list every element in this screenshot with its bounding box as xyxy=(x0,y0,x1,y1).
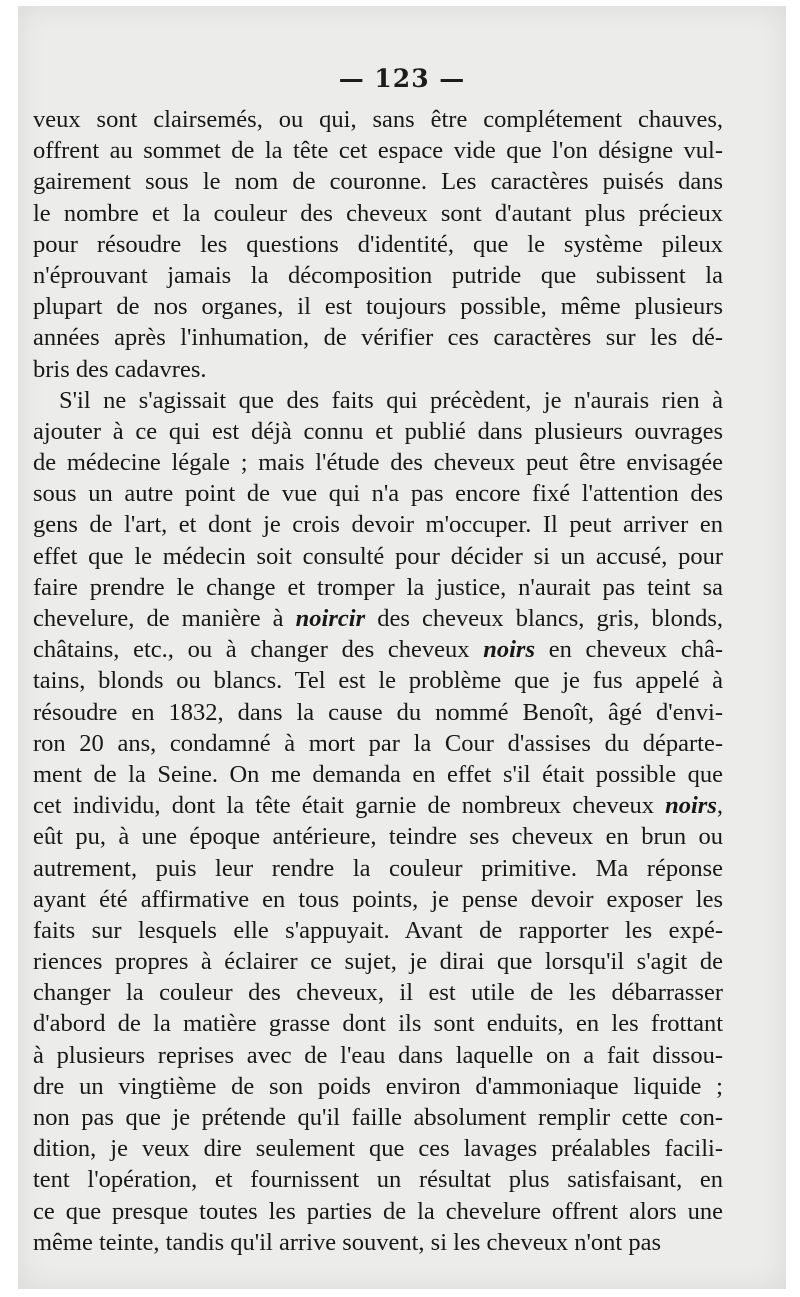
text-line: ron 20 ans, condamné à mort par la Cour d'assises du départe- xyxy=(33,729,723,757)
text-line: années après l'inhumation, de vérifier ces caractères sur les dé- xyxy=(33,324,723,352)
text-line: pour résoudre les questions d'identité, que le système pileux xyxy=(33,230,723,258)
text-line: ajouter à ce qui est déjà connu et publié dans plusieurs ouvrages xyxy=(33,417,723,445)
text-line: non pas que je prétende qu'il faille absolument remplir cette con- xyxy=(33,1104,723,1131)
text-line: effet que le médecin soit consulté pour décider si un accusé, pour xyxy=(33,542,723,570)
text-line: tent l'opération, et fournissent un résultat plus satisfaisant, en xyxy=(33,1166,723,1194)
text-line: plupart de nos organes, il est toujours possible, même plusieurs xyxy=(33,293,723,321)
text-line: eût pu, à une époque antérieure, teindre ses cheveux en brun ou xyxy=(33,823,723,851)
text-line: chevelure, de manière à noircir des cheveux blancs, gris, blonds, xyxy=(33,605,723,632)
text-line: ayant été affirmative en tous points, je pense devoir exposer les xyxy=(33,885,723,913)
text-line: faits sur lesquels elle s'appuyait. Avant de rapporter les expé- xyxy=(33,916,723,944)
text-line: changer la couleur des cheveux, il est utile de les débarrasser xyxy=(33,979,723,1007)
text-line: même teinte, tandis qu'il arrive souvent, si les cheveux n'ont pas xyxy=(33,1228,661,1256)
text-line: ment de la Seine. On me demanda en effet s'il était possible que xyxy=(33,760,723,788)
emphasis: noircir xyxy=(295,605,366,632)
text-line: gens de l'art, et dont je crois devoir m'occuper. Il peut arriver en xyxy=(33,511,723,539)
book-page xyxy=(18,6,786,1289)
paragraph xyxy=(33,104,723,385)
paragraph xyxy=(33,385,723,1258)
text-line: à plusieurs reprises avec de l'eau dans laquelle on a fait dissou- xyxy=(33,1041,723,1069)
text-line: offrent au sommet de la tête cet espace vide que l'on désigne vul- xyxy=(33,137,723,165)
text-line: le nombre et la couleur des cheveux sont d'autant plus précieux xyxy=(33,199,723,227)
text-line: n'éprouvant jamais la décomposition putride que subissent la xyxy=(33,261,723,289)
text-line: dition, je veux dire seulement que ces lavages préalables facili- xyxy=(33,1135,723,1163)
emphasis: noirs xyxy=(665,792,717,820)
text-line: ce que presque toutes les parties de la chevelure offrent alors une xyxy=(33,1197,723,1225)
text-line: châtains, etc., ou à changer des cheveux noirs en cheveux châ- xyxy=(33,636,724,664)
text-line: d'abord de la matière grasse dont ils sont enduits, en les frottant xyxy=(33,1010,723,1038)
text-line: gairement sous le nom de couronne. Les caractères puisés dans xyxy=(33,168,723,196)
text-line: sous un autre point de vue qui n'a pas encore fixé l'attention des xyxy=(33,480,723,508)
text-line: dre un vingtième de son poids environ d'ammoniaque liquide ; xyxy=(33,1072,723,1100)
text-line: bris des cadavres. xyxy=(33,355,207,383)
body-text xyxy=(33,104,723,1258)
text-line: tains, blonds ou blancs. Tel est le problème que je fus appelé à xyxy=(33,667,723,695)
text-line: résoudre en 1832, dans la cause du nommé Benoît, âgé d'envi- xyxy=(33,698,723,726)
text-line: S'il ne s'agissait que des faits qui précèdent, je n'aurais rien à xyxy=(59,386,723,414)
text-line: de médecine légale ; mais l'étude des cheveux peut être envisagée xyxy=(33,449,723,477)
page-number: — 123 — xyxy=(338,64,466,93)
text-line: autrement, puis leur rendre la couleur primitive. Ma réponse xyxy=(33,854,723,882)
emphasis: noirs xyxy=(483,636,536,664)
text-line: cet individu, dont la tête était garnie de nombreux cheveux noirs, xyxy=(33,792,723,820)
text-line: faire prendre le change et tromper la justice, n'aurait pas teint sa xyxy=(33,573,723,601)
text-line: veux sont clairsemés, ou qui, sans être complétement chauves, xyxy=(33,106,723,133)
text-line: riences propres à éclairer ce sujet, je dirai que lorsqu'il s'agit de xyxy=(33,948,723,976)
